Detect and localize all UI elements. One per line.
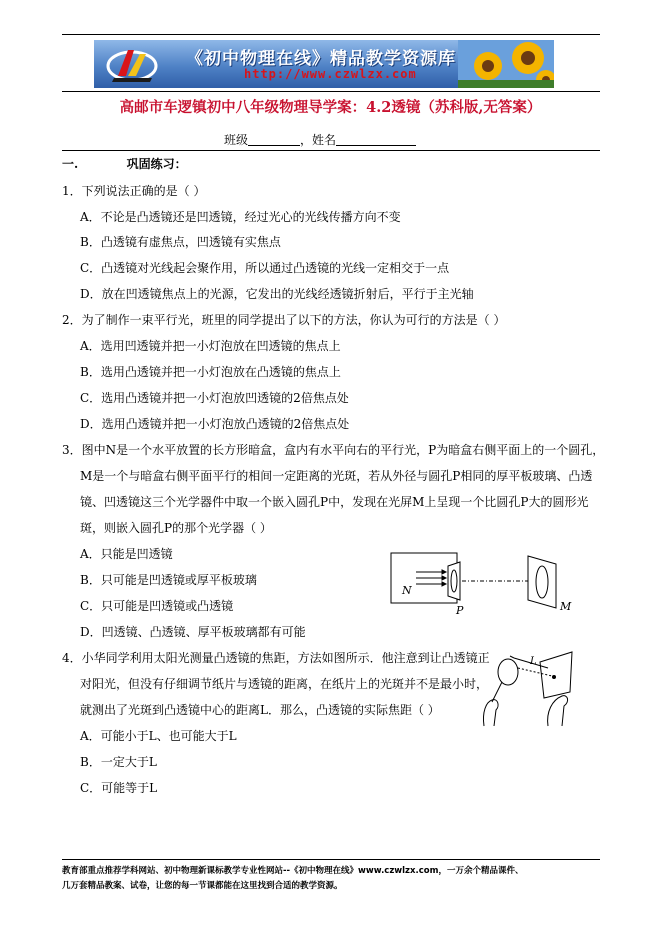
q4-option-a: A．可能小于L、也可能大于L (80, 729, 237, 743)
class-label: 班级 (224, 133, 249, 147)
footer-line-2: 几万套精品教案、试卷，让您的每一节课都能在这里找到合适的教学资源。 (62, 881, 343, 891)
footer-line-1: 教育部重点推荐学科网站、初中物理新课标教学专业性网站--《初中物理在线》www.czwlzx.com，一万余个精品课件、 (62, 866, 524, 876)
q2-option-d: D．选用凸透镜并把一小灯泡放凸透镜的2倍焦点处 (80, 417, 350, 431)
name-blank[interactable] (336, 133, 416, 146)
q3-option-a: A．只能是凹透镜 (80, 547, 173, 561)
question-4-stem-line-2: 对阳光，但没有仔细调节纸片与透镜的距离，在纸片上的光斑并不是最小时， (80, 677, 489, 691)
logo-icon (104, 44, 164, 84)
question-2-stem: 2．为了制作一束平行光，班里的同学提出了以下的方法，你认为可行的方法是（ ） (62, 313, 506, 327)
question-3-stem-line-2: M是一个与暗盒右侧平面平行的相间一定距离的光斑，若从外径与圆孔P相同的厚平板玻璃、凸透 (80, 469, 593, 483)
name-label: ，姓名 (300, 133, 337, 147)
q1-option-b: B．凸透镜有虚焦点，凹透镜有实焦点 (80, 235, 281, 249)
question-3-stem-line-4: 斑，则嵌入圆孔P的那个光学器（ ） (80, 521, 272, 535)
q1-option-a: A．不论是凸透镜还是凹透镜，经过光心的光线传播方向不变 (80, 210, 401, 224)
footer (62, 864, 602, 894)
banner-title: 《初中物理在线》精品教学资源库 (186, 49, 456, 69)
banner-url[interactable]: http://www.czwlzx.com (244, 67, 417, 81)
q4-option-c: C．可能等于L (80, 781, 158, 795)
banner-bottom-rule (62, 91, 600, 92)
hole-label-p: P (456, 604, 464, 616)
distance-label-l: L (530, 656, 537, 667)
document-title: 高邮市车逻镇初中八年级物理导学案：4.2透镜（苏科版,无答案） (119, 99, 542, 116)
class-blank[interactable] (248, 133, 300, 146)
q3-option-d: D．凹透镜、凸透镜、厚平板玻璃都有可能 (80, 625, 306, 639)
question-1-stem: 1．下列说法正确的是（ ） (62, 184, 206, 198)
q1-option-d: D．放在凹透镜焦点上的光源，它发出的光线经透镜折射后，平行于主光轴 (80, 287, 474, 301)
dark-box-figure (390, 552, 590, 616)
lens-measurement-figure (478, 646, 578, 728)
q1-option-c: C．凸透镜对光线起会聚作用，所以通过凸透镜的光线一定相交于一点 (80, 261, 450, 275)
q3-option-b: B．只可能是凹透镜或厚平板玻璃 (80, 573, 257, 587)
question-3-stem-line-1: 3．图中N是一个水平放置的长方形暗盒，盒内有水平向右的平行光，P为暗盒右侧平面上的一个圆孔， (62, 443, 605, 457)
q2-option-b: B．选用凸透镜并把一小灯泡放在凸透镜的焦点上 (80, 365, 341, 379)
question-4-stem-line-3: 就测出了光斑到凸透镜中心的距离L．那么，凸透镜的实际焦距（ ） (80, 703, 440, 717)
section-title: 巩固练习： (126, 157, 187, 171)
section-heading (62, 157, 187, 171)
class-name-line (224, 131, 416, 148)
q2-option-a: A．选用凹透镜并把一小灯泡放在凹透镜的焦点上 (80, 339, 341, 353)
sunflower-image (458, 40, 554, 88)
footer-rule (62, 859, 600, 860)
light-spot (552, 675, 556, 679)
question-4-stem-line-1: 4．小华同学利用太阳光测量凸透镜的焦距，方法如图所示．他注意到让凸透镜正 (62, 651, 490, 665)
box-label-n: N (402, 584, 412, 597)
q2-option-c: C．选用凸透镜并把一小灯泡放凹透镜的2倍焦点处 (80, 391, 349, 405)
section-rule (62, 150, 600, 151)
question-3-stem-line-3: 镜、凹透镜这三个光学器件中取一个嵌入圆孔P中，发现在光屏M上呈现一个比圆孔P大的圆形光 (80, 495, 589, 509)
header-banner (94, 40, 554, 88)
screen-label-m: M (560, 600, 572, 613)
header-rule (62, 34, 600, 35)
q3-option-c: C．只可能是凹透镜或凸透镜 (80, 599, 234, 613)
section-number: 一. (62, 157, 79, 171)
q4-option-b: B．一定大于L (80, 755, 157, 769)
